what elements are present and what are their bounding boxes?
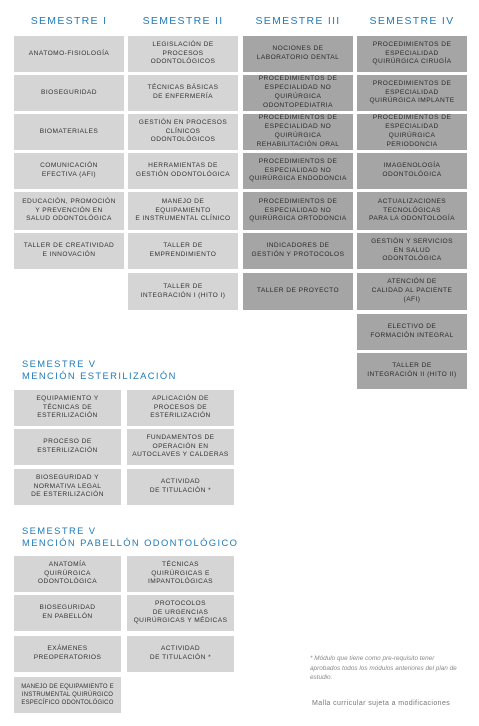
module-card: TALLER DE INTEGRACIÓN I (HITO I) xyxy=(128,273,238,310)
module-card: BIOSEGURIDAD xyxy=(14,75,124,111)
module-card: EDUCACIÓN, PROMOCIÓN Y PREVENCIÓN EN SALUD ODONTOLÓGICA xyxy=(14,192,124,230)
module-card: PROCEDIMIENTOS DE ESPECIALIDAD QUIRÚRGICA PERIODONCIA xyxy=(357,114,467,150)
module-card: PROCESO DE ESTERILIZACIÓN xyxy=(14,429,121,465)
module-card: ELECTIVO DE FORMACIÓN INTEGRAL xyxy=(357,314,467,350)
module-card: TÉCNICAS QUIRÚRGICAS E IMPANTOLÓGICAS xyxy=(127,556,234,592)
semester-3-title: SEMESTRE III xyxy=(255,15,341,27)
module-card: TÉCNICAS BÁSICAS DE ENFERMERÍA xyxy=(128,75,238,111)
module-card: GESTIÓN EN PROCESOS CLÍNICOS ODONTOLÓGICOS xyxy=(128,114,238,150)
module-card: BIOMATERIALES xyxy=(14,114,124,150)
module-card: ACTIVIDAD DE TITULACIÓN * xyxy=(127,636,234,672)
module-card: TALLER DE EMPRENDIMIENTO xyxy=(128,233,238,269)
module-card: HERRAMIENTAS DE GESTIÓN ODONTOLÓGICA xyxy=(128,153,238,189)
module-card: PROCEDIMIENTOS DE ESPECIALIDAD NO QUIRÚRGICA ORTODONCIA xyxy=(243,192,353,230)
module-card: APLICACIÓN DE PROCESOS DE ESTERILIZACIÓN xyxy=(127,390,234,426)
module-card: MANEJO DE EQUIPAMIENTO E INSTRUMENTAL CLÍNICO xyxy=(128,192,238,230)
module-card: FUNDAMENTOS DE OPERACIÓN EN AUTOCLAVES Y CALDERAS xyxy=(127,429,234,465)
footnote: * Módulo que tiene como pre-requisito tener aprobados todos los módulos anteriores del plan de estudio. xyxy=(310,655,457,682)
mention-sterilization-title: SEMESTRE V MENCIÓN ESTERILIZACIÓN xyxy=(22,358,177,381)
module-card: TALLER DE INTEGRACIÓN II (HITO II) xyxy=(357,353,467,389)
module-card: PROCEDIMIENTOS DE ESPECIALIDAD NO QUIRÚRGICA REHABILITACIÓN ORAL xyxy=(243,114,353,150)
module-card: MANEJO DE EQUIPAMIENTO E INSTRUMENTAL QUIRÚRGICO ESPECÍFICO ODONTOLÓGICO xyxy=(14,677,121,713)
module-card: EQUIPAMIENTO Y TÉCNICAS DE ESTERILIZACIÓN xyxy=(14,390,121,426)
module-card: ATENCIÓN DE CALIDAD AL PACIENTE (AFI) xyxy=(357,273,467,310)
semester-4-title: SEMESTRE IV xyxy=(369,15,455,27)
module-card: INDICADORES DE GESTIÓN Y PROTOCOLOS xyxy=(243,233,353,269)
module-card: EXÁMENES PREOPERATORIOS xyxy=(14,636,121,672)
module-card: BIOSEGURIDAD EN PABELLÓN xyxy=(14,595,121,631)
semester-1-title: SEMESTRE I xyxy=(30,15,108,27)
module-card: ACTUALIZACIONES TECNOLÓGICAS PARA LA ODONTOLOGÍA xyxy=(357,192,467,230)
module-card: ANATOMO-FISIOLOGÍA xyxy=(14,36,124,72)
semester-2-title: SEMESTRE II xyxy=(142,15,224,27)
module-card: PROTOCOLOS DE URGENCIAS QUIRÚRGICAS Y MÉDICAS xyxy=(127,595,234,631)
module-card: TALLER DE PROYECTO xyxy=(243,273,353,310)
module-card: GESTIÓN Y SERVICIOS EN SALUD ODONTOLÓGICA xyxy=(357,233,467,269)
module-card: BIOSEGURIDAD Y NORMATIVA LEGAL DE ESTERILIZACIÓN xyxy=(14,469,121,505)
module-card: PROCEDIMIENTOS DE ESPECIALIDAD NO QUIRÚRGICA ODONTOPEDIATRIA xyxy=(243,75,353,111)
module-card: NOCIONES DE LABORATORIO DENTAL xyxy=(243,36,353,72)
module-card: TALLER DE CREATIVIDAD E INNOVACIÓN xyxy=(14,233,124,269)
module-card: COMUNICACIÓN EFECTIVA (AFI) xyxy=(14,153,124,189)
module-card: LEGISLACIÓN DE PROCESOS ODONTOLÓGICOS xyxy=(128,36,238,72)
mention-pavilion-title: SEMESTRE V MENCIÓN PABELLÓN ODONTOLÓGICO xyxy=(22,525,239,548)
module-card: PROCEDIMIENTOS DE ESPECIALIDAD QUIRÚRGICA CIRUGÍA xyxy=(357,36,467,72)
module-card: PROCEDIMIENTOS DE ESPECIALIDAD QUIRÚRGICA IMPLANTE xyxy=(357,75,467,111)
module-card: ANATOMÍA QUIRÚRGICA ODONTOLÓGICA xyxy=(14,556,121,592)
disclaimer: Malla curricular sujeta a modificaciones xyxy=(312,700,451,707)
module-card: ACTIVIDAD DE TITULACIÓN * xyxy=(127,469,234,505)
module-card: IMAGENOLOGÍA ODONTOLÓGICA xyxy=(357,153,467,189)
module-card: PROCEDIMIENTOS DE ESPECIALIDAD NO QUIRÚRGICA ENDODONCIA xyxy=(243,153,353,189)
